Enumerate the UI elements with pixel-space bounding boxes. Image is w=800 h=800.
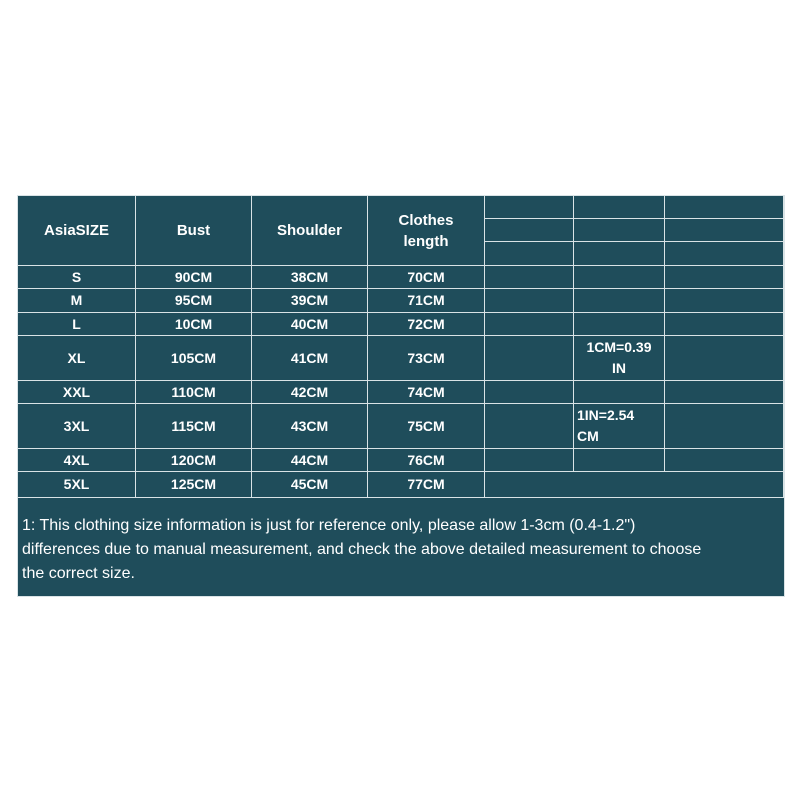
bust-cell: 95CM bbox=[136, 289, 252, 313]
length-cell: 70CM bbox=[368, 266, 485, 289]
shoulder-cell: 40CM bbox=[252, 313, 368, 336]
empty-cell bbox=[574, 196, 665, 219]
shoulder-cell: 38CM bbox=[252, 266, 368, 289]
header-size: AsiaSIZE bbox=[18, 196, 136, 266]
size-cell: 4XL bbox=[18, 449, 136, 472]
empty-cell bbox=[665, 266, 784, 289]
length-cell: 74CM bbox=[368, 381, 485, 404]
empty-cell bbox=[574, 219, 665, 242]
length-cell: 75CM bbox=[368, 404, 485, 449]
empty-cell bbox=[665, 449, 784, 472]
length-cell: 72CM bbox=[368, 313, 485, 336]
empty-cell bbox=[574, 313, 665, 336]
size-cell: M bbox=[18, 289, 136, 313]
bust-cell: 125CM bbox=[136, 472, 252, 498]
bust-cell: 120CM bbox=[136, 449, 252, 472]
bust-cell: 90CM bbox=[136, 266, 252, 289]
header-clothes-length-line2: length bbox=[403, 232, 449, 250]
size-cell: L bbox=[18, 313, 136, 336]
bust-cell: 10CM bbox=[136, 313, 252, 336]
shoulder-cell: 45CM bbox=[252, 472, 368, 498]
empty-cell bbox=[665, 219, 784, 242]
empty-cell bbox=[485, 242, 574, 266]
bust-cell: 115CM bbox=[136, 404, 252, 449]
length-cell: 76CM bbox=[368, 449, 485, 472]
empty-cell bbox=[665, 381, 784, 404]
conversion-in-to-cm: 1IN=2.54 CM bbox=[574, 404, 665, 449]
conversion-cm-to-in: 1CM=0.39 IN bbox=[574, 336, 665, 381]
empty-cell bbox=[665, 313, 784, 336]
size-cell: XL bbox=[18, 336, 136, 381]
empty-cell bbox=[485, 219, 574, 242]
size-note: 1: This clothing size information is just for reference only, please allow 1-3cm (0.4-1.2") differences due to manual measurement, and check the above detailed measurement to choose the correct size. bbox=[22, 517, 702, 582]
empty-cell bbox=[574, 242, 665, 266]
length-cell: 71CM bbox=[368, 289, 485, 313]
empty-cell bbox=[485, 449, 574, 472]
bust-cell: 110CM bbox=[136, 381, 252, 404]
header-clothes-length-line1: Clothes bbox=[398, 211, 454, 229]
empty-cell bbox=[574, 266, 665, 289]
empty-cell bbox=[665, 289, 784, 313]
empty-cell bbox=[485, 289, 574, 313]
empty-cell bbox=[665, 242, 784, 266]
length-cell: 73CM bbox=[368, 336, 485, 381]
size-cell: 3XL bbox=[18, 404, 136, 449]
empty-cell bbox=[574, 449, 665, 472]
empty-cell bbox=[485, 313, 574, 336]
shoulder-cell: 44CM bbox=[252, 449, 368, 472]
size-cell: XXL bbox=[18, 381, 136, 404]
size-cell: S bbox=[18, 266, 136, 289]
size-chart bbox=[17, 195, 785, 597]
empty-cell bbox=[485, 404, 574, 449]
shoulder-cell: 39CM bbox=[252, 289, 368, 313]
bust-cell: 105CM bbox=[136, 336, 252, 381]
empty-cell bbox=[485, 266, 574, 289]
length-cell: 77CM bbox=[368, 472, 485, 498]
empty-cell bbox=[485, 336, 574, 381]
header-bust: Bust bbox=[136, 196, 252, 266]
header-clothes-length bbox=[368, 196, 485, 266]
shoulder-cell: 42CM bbox=[252, 381, 368, 404]
shoulder-cell: 41CM bbox=[252, 336, 368, 381]
header-shoulder: Shoulder bbox=[252, 196, 368, 266]
empty-cell bbox=[665, 404, 784, 449]
empty-cell bbox=[574, 289, 665, 313]
empty-cell bbox=[665, 196, 784, 219]
shoulder-cell: 43CM bbox=[252, 404, 368, 449]
empty-cell bbox=[485, 472, 784, 498]
empty-cell bbox=[665, 336, 784, 381]
empty-cell bbox=[485, 196, 574, 219]
empty-cell bbox=[574, 381, 665, 404]
empty-cell bbox=[485, 381, 574, 404]
size-cell: 5XL bbox=[18, 472, 136, 498]
